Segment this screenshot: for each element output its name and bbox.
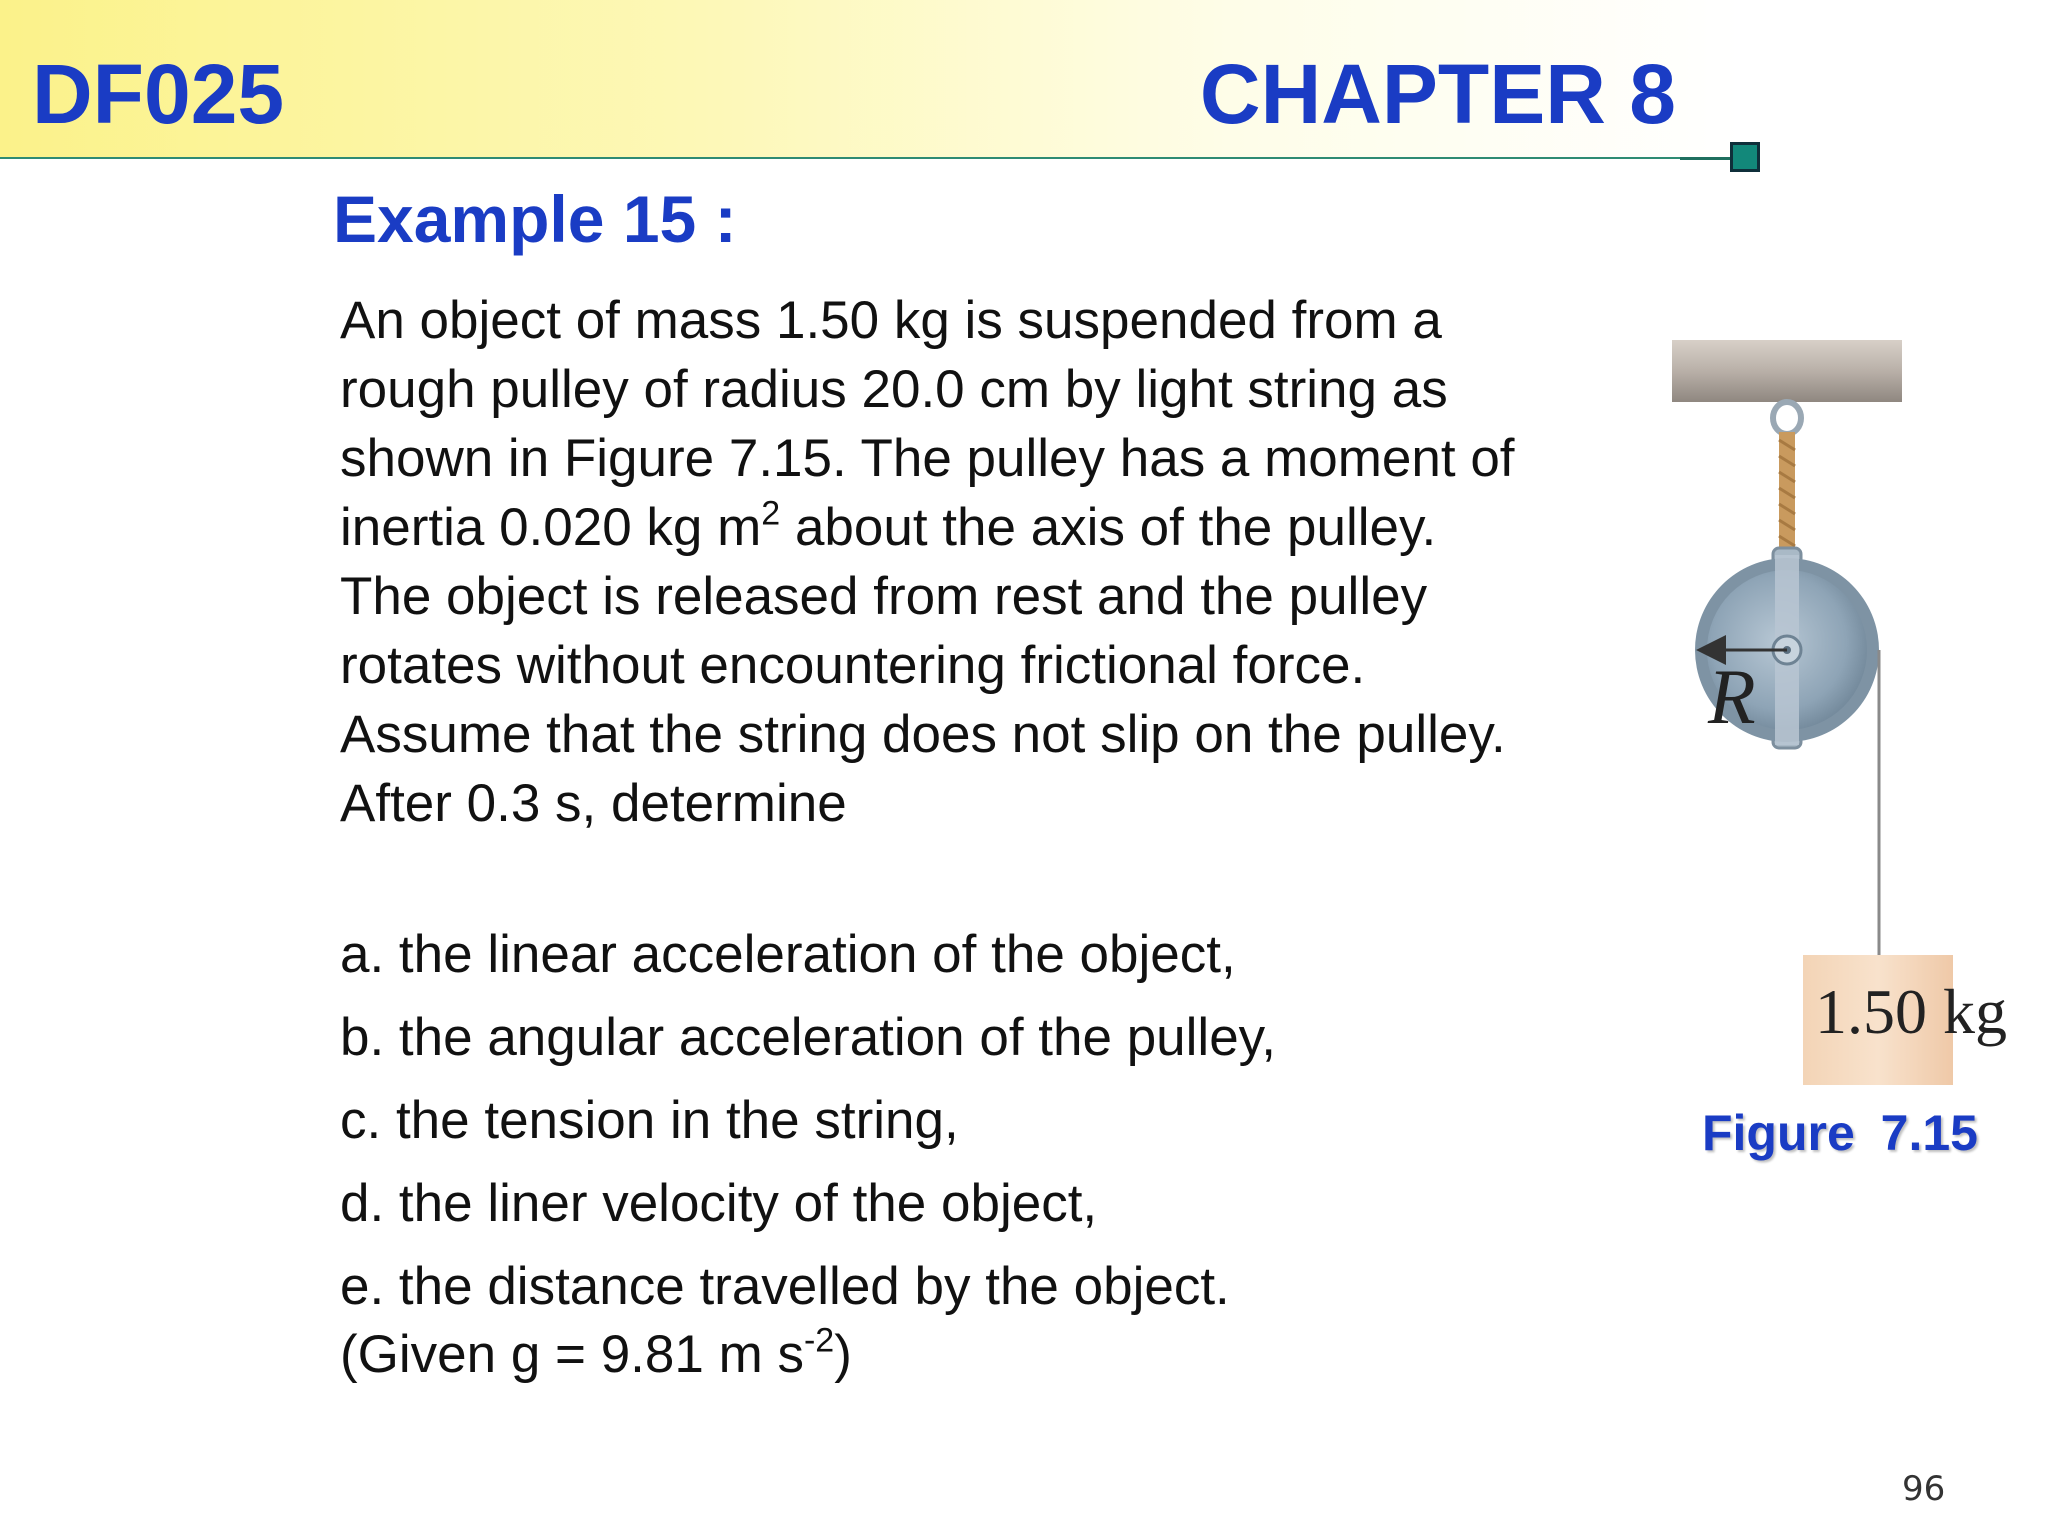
pulley-figure: [1640, 300, 2020, 1200]
given-close: ): [834, 1325, 852, 1384]
radius-label: R: [1708, 653, 1756, 740]
given-superscript: -2: [803, 1321, 835, 1360]
question-part-d: d. the liner velocity of the object,: [340, 1174, 1098, 1233]
problem-superscript: 2: [761, 494, 781, 533]
given-text: (Given g = 9.81 m s: [340, 1325, 804, 1384]
problem-text: [340, 286, 1520, 838]
page-number: 96: [1902, 1469, 1946, 1509]
problem-text-part-1: An object of mass 1.50 kg is suspended from a rough pulley of radius 20.0 cm by light string as shown in Figure 7.15. The pulley has a moment of inertia 0.020 kg m: [340, 291, 1515, 557]
question-parts: [340, 922, 1520, 1337]
header-accent-square: [1730, 142, 1760, 172]
chapter-title: CHAPTER 8: [1199, 47, 1676, 141]
example-title: Example 15 :: [333, 182, 737, 256]
figure-caption: Figure 7.15: [1702, 1105, 1978, 1161]
header-rule: [0, 157, 1724, 159]
course-code: DF025: [32, 47, 285, 141]
question-part-e: e. the distance travelled by the object.: [340, 1257, 1230, 1316]
ceiling-support: [1672, 340, 1902, 402]
problem-text-part-2: about the axis of the pulley. The object is released from rest and the pulley rotates without encountering frictional force. Assume that the string does not slip on the pulley. After 0.3 s, determine: [340, 498, 1506, 833]
problem-statement: [340, 286, 1520, 838]
header-band: [0, 0, 2048, 158]
question-part-a: a. the linear acceleration of the object,: [340, 925, 1236, 984]
hook-ring: [1773, 402, 1801, 434]
header-accent-line: [1680, 157, 1730, 160]
given-value: [340, 1322, 852, 1388]
question-part-b: b. the angular acceleration of the pulley,: [340, 1008, 1276, 1067]
mass-label: 1.50 kg: [1815, 976, 2007, 1047]
question-part-c: c. the tension in the string,: [340, 1091, 959, 1150]
